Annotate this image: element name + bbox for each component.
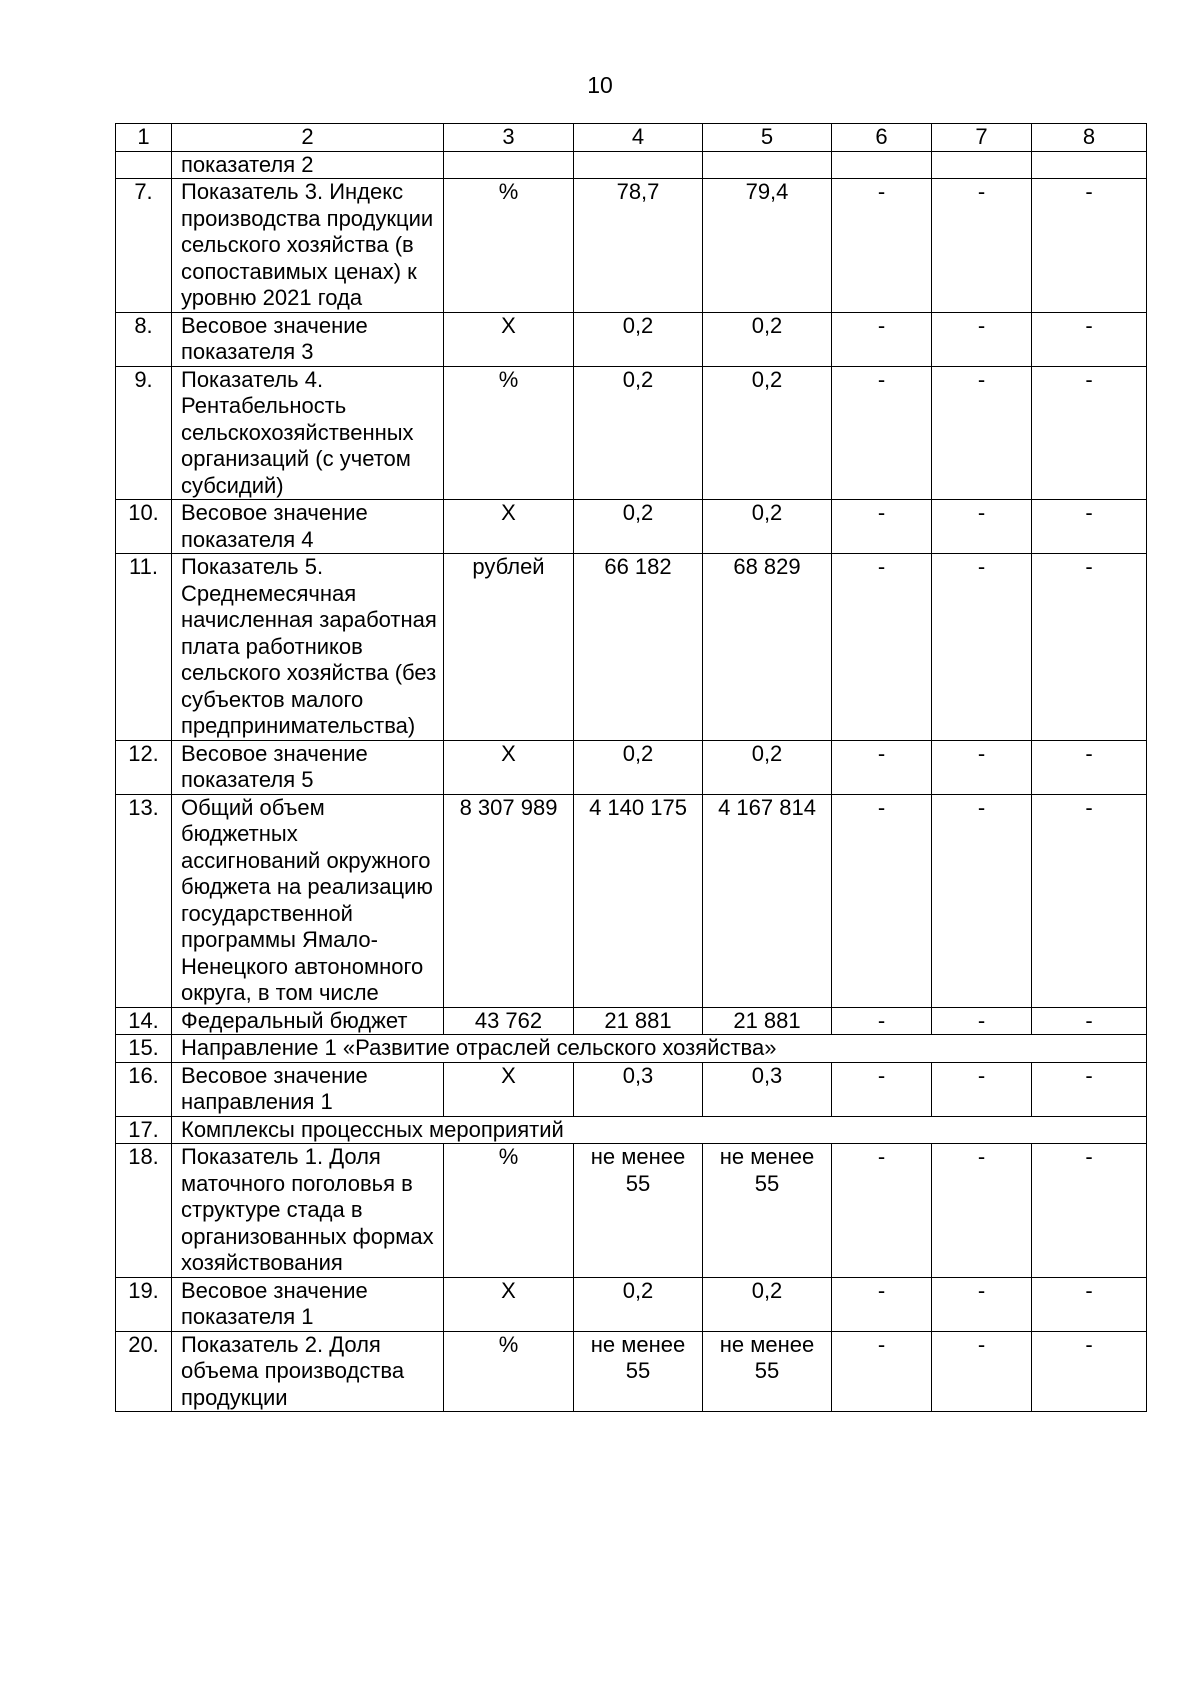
cell-col6: [832, 151, 932, 179]
cell-col7: -: [932, 1144, 1032, 1278]
indicator-name: Весовое значение показателя 1: [172, 1277, 444, 1331]
cell-col6: -: [832, 740, 932, 794]
cell-col5: 4 167 814: [703, 794, 832, 1007]
cell-col8: -: [1032, 740, 1147, 794]
section-title: Комплексы процессных мероприятий: [172, 1116, 1147, 1144]
cell-col4: 0,2: [574, 500, 703, 554]
cell-col6: -: [832, 1331, 932, 1412]
header-cell: 8: [1032, 124, 1147, 152]
section-row: [116, 1116, 1147, 1144]
cell-col7: -: [932, 554, 1032, 741]
cell-col5: 79,4: [703, 179, 832, 313]
cell-col8: -: [1032, 366, 1147, 500]
cell-col4: 0,2: [574, 740, 703, 794]
cell-col8: -: [1032, 312, 1147, 366]
table-row: [116, 151, 1147, 179]
header-cell: 2: [172, 124, 444, 152]
cell-col4: 21 881: [574, 1007, 703, 1035]
row-number: 12.: [116, 740, 172, 794]
cell-unit: %: [444, 179, 574, 313]
section-row: [116, 1035, 1147, 1063]
cell-col6: -: [832, 554, 932, 741]
cell-col5: 0,2: [703, 1277, 832, 1331]
cell-unit: Х: [444, 500, 574, 554]
indicator-name: Весовое значение направления 1: [172, 1062, 444, 1116]
cell-col7: -: [932, 794, 1032, 1007]
table-row: [116, 740, 1147, 794]
cell-col8: -: [1032, 500, 1147, 554]
cell-col7: [932, 151, 1032, 179]
row-number: [116, 151, 172, 179]
row-number: 9.: [116, 366, 172, 500]
cell-col8: -: [1032, 1144, 1147, 1278]
cell-col3: 8 307 989: [444, 794, 574, 1007]
cell-unit: %: [444, 366, 574, 500]
table-row: [116, 1062, 1147, 1116]
cell-unit: Х: [444, 1277, 574, 1331]
indicators-table: [115, 123, 1147, 1412]
cell-col4: 0,2: [574, 312, 703, 366]
row-number: 18.: [116, 1144, 172, 1278]
header-cell: 1: [116, 124, 172, 152]
table-row: [116, 554, 1147, 741]
indicator-name: показателя 2: [172, 151, 444, 179]
cell-col5: не менее 55: [703, 1331, 832, 1412]
row-number: 10.: [116, 500, 172, 554]
indicator-name: Показатель 2. Доля объема производства продукции: [172, 1331, 444, 1412]
indicator-name: Весовое значение показателя 4: [172, 500, 444, 554]
cell-col6: -: [832, 366, 932, 500]
header-cell: 3: [444, 124, 574, 152]
cell-col6: -: [832, 179, 932, 313]
cell-unit: %: [444, 1331, 574, 1412]
cell-col8: -: [1032, 1062, 1147, 1116]
row-number: 8.: [116, 312, 172, 366]
row-number: 14.: [116, 1007, 172, 1035]
cell-col7: -: [932, 1062, 1032, 1116]
cell-col8: -: [1032, 794, 1147, 1007]
cell-col5: 0,3: [703, 1062, 832, 1116]
indicator-name: Весовое значение показателя 5: [172, 740, 444, 794]
cell-col3: [444, 151, 574, 179]
table-row: [116, 1144, 1147, 1278]
table-row: [116, 500, 1147, 554]
row-number: 13.: [116, 794, 172, 1007]
indicator-name: Показатель 1. Доля маточного поголовья в структуре стада в организованных формах хозяйствования: [172, 1144, 444, 1278]
cell-col5: 0,2: [703, 312, 832, 366]
cell-col6: -: [832, 1144, 932, 1278]
cell-col6: -: [832, 794, 932, 1007]
indicator-name: Показатель 4. Рентабельность сельскохозяйственных организаций (с учетом субсидий): [172, 366, 444, 500]
row-number: 7.: [116, 179, 172, 313]
cell-col6: -: [832, 1007, 932, 1035]
cell-col8: -: [1032, 554, 1147, 741]
cell-col6: -: [832, 1062, 932, 1116]
header-cell: 4: [574, 124, 703, 152]
row-number: 11.: [116, 554, 172, 741]
row-number: 20.: [116, 1331, 172, 1412]
cell-col4: не менее 55: [574, 1331, 703, 1412]
cell-unit: Х: [444, 1062, 574, 1116]
table-row: [116, 1331, 1147, 1412]
cell-col4: не менее 55: [574, 1144, 703, 1278]
cell-unit: рублей: [444, 554, 574, 741]
cell-col4: 4 140 175: [574, 794, 703, 1007]
cell-col4: [574, 151, 703, 179]
indicator-name: Показатель 3. Индекс производства продукции сельского хозяйства (в сопоставимых ценах) к уровню 2021 года: [172, 179, 444, 313]
cell-col8: -: [1032, 1007, 1147, 1035]
cell-unit: Х: [444, 312, 574, 366]
indicator-name: Весовое значение показателя 3: [172, 312, 444, 366]
cell-col5: 21 881: [703, 1007, 832, 1035]
row-number: 17.: [116, 1116, 172, 1144]
header-cell: 7: [932, 124, 1032, 152]
indicator-name: Общий объем бюджетных ассигнований окружного бюджета на реализацию государственной программы Ямало-Ненецкого автономного округа, в том числе: [172, 794, 444, 1007]
indicator-name: Федеральный бюджет: [172, 1007, 444, 1035]
cell-col7: -: [932, 312, 1032, 366]
row-number: 15.: [116, 1035, 172, 1063]
table-row: [116, 179, 1147, 313]
cell-col5: 0,2: [703, 740, 832, 794]
cell-col5: 0,2: [703, 366, 832, 500]
header-cell: 6: [832, 124, 932, 152]
cell-col8: -: [1032, 1277, 1147, 1331]
cell-col8: [1032, 151, 1147, 179]
cell-col5: [703, 151, 832, 179]
cell-col7: -: [932, 1007, 1032, 1035]
cell-unit: %: [444, 1144, 574, 1278]
cell-col8: -: [1032, 179, 1147, 313]
cell-col8: -: [1032, 1331, 1147, 1412]
cell-col5: 68 829: [703, 554, 832, 741]
table-row: [116, 794, 1147, 1007]
cell-unit: Х: [444, 740, 574, 794]
cell-col6: -: [832, 312, 932, 366]
cell-col4: 0,2: [574, 366, 703, 500]
row-number: 19.: [116, 1277, 172, 1331]
row-number: 16.: [116, 1062, 172, 1116]
table-row: [116, 312, 1147, 366]
table-row: [116, 366, 1147, 500]
section-title: Направление 1 «Развитие отраслей сельского хозяйства»: [172, 1035, 1147, 1063]
cell-col7: -: [932, 179, 1032, 313]
header-row: [116, 124, 1147, 152]
cell-col3: 43 762: [444, 1007, 574, 1035]
cell-col4: 78,7: [574, 179, 703, 313]
indicator-name: Показатель 5. Среднемесячная начисленная заработная плата работников сельского хозяйства (без субъектов малого предпринимательства): [172, 554, 444, 741]
cell-col4: 0,2: [574, 1277, 703, 1331]
cell-col7: -: [932, 740, 1032, 794]
cell-col5: не менее 55: [703, 1144, 832, 1278]
cell-col7: -: [932, 500, 1032, 554]
cell-col6: -: [832, 500, 932, 554]
header-cell: 5: [703, 124, 832, 152]
cell-col7: -: [932, 1331, 1032, 1412]
cell-col6: -: [832, 1277, 932, 1331]
cell-col4: 66 182: [574, 554, 703, 741]
cell-col7: -: [932, 366, 1032, 500]
cell-col4: 0,3: [574, 1062, 703, 1116]
table-row: [116, 1007, 1147, 1035]
cell-col5: 0,2: [703, 500, 832, 554]
page-number: 10: [587, 72, 613, 98]
cell-col7: -: [932, 1277, 1032, 1331]
table-row: [116, 1277, 1147, 1331]
